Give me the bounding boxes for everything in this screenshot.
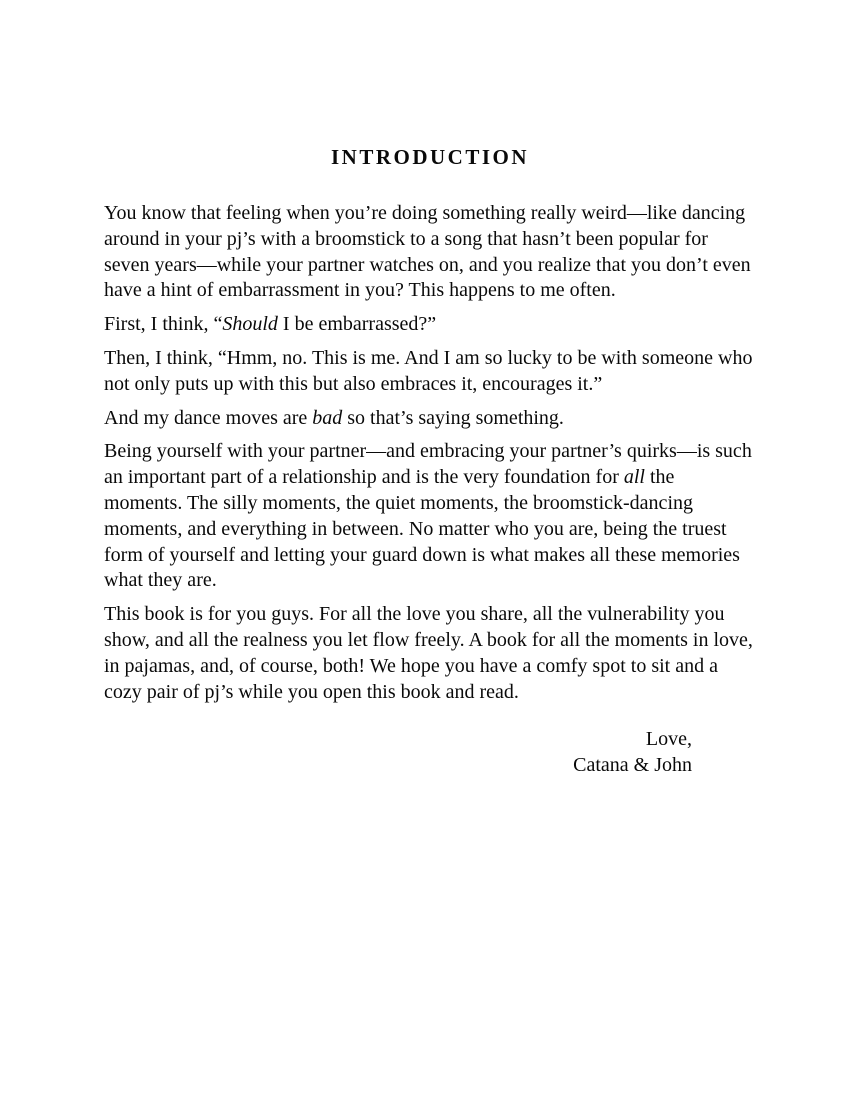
chapter-title: INTRODUCTION	[330, 145, 530, 169]
paragraph-2: First, I think, “Should I be embarrassed?”	[104, 313, 437, 336]
paragraph-3: Then, I think, “Hmm, no. This is me. And I am so lucky to be with someone who not only puts up with this but also embraces it, encourages it.”	[104, 346, 753, 395]
signature-closing: Love,	[645, 728, 692, 751]
paragraph-5: Being yourself with your partner—and embracing your partner’s quirks—is such an important part of a relationship and is the very foundation for all the moments. The silly moments, the quiet moments, the broomstick-dancing moments, and everything in between. No matter who you are, being the truest form of yourself and letting your guard down is what makes all these memories what they are.	[104, 440, 752, 592]
paragraph-4: And my dance moves are bad so that’s saying something.	[104, 406, 564, 429]
signature-block	[104, 727, 756, 779]
paragraph-1: You know that feeling when you’re doing something really weird—like dancing around in your pj’s with a broomstick to a song that hasn’t been popular for seven years—while your partner watches on, and you realize that you don’t even have a hint of embarrassment in you? This happens to me often.	[104, 202, 751, 302]
paragraph-6: This book is for you guys. For all the love you share, all the vulnerability you show, and all the realness you let flow freely. A book for all the moments in love, in pajamas, and, of course, both! We hope you have a comfy spot to sit and a cozy pair of pj’s while you open this book and read.	[104, 603, 753, 703]
body-text	[104, 201, 756, 705]
signature-names: Catana & John	[573, 754, 692, 777]
